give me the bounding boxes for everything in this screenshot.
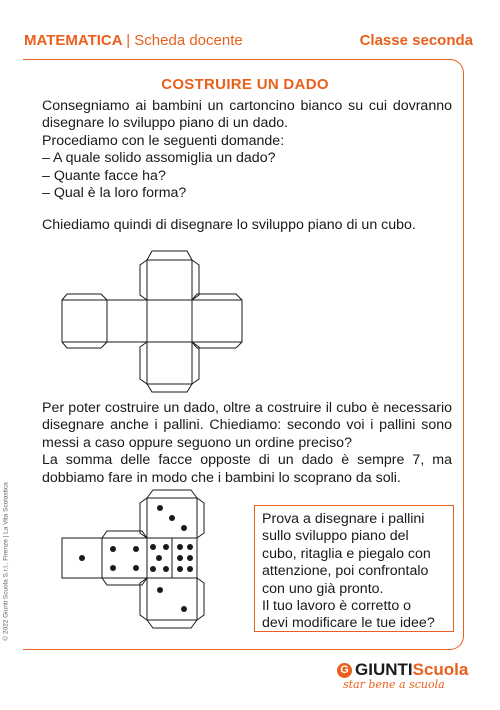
header-separator: |: [126, 32, 131, 49]
box-line: devi modificare le tue idee?: [262, 615, 435, 632]
header-subject-group: [24, 32, 243, 49]
pip: [181, 525, 187, 531]
body-line: La somma delle facce opposte di un dado è sempre 7, ma: [42, 452, 452, 469]
pip: [163, 544, 169, 550]
header-sheet: Scheda docente: [134, 32, 243, 49]
pip: [79, 555, 85, 561]
box-line: Prova a disegnare i pallini: [262, 511, 425, 527]
instruction-line: Chiediamo quindi di disegnare lo sviluppo piano di un cubo.: [42, 217, 416, 233]
pip: [157, 587, 163, 593]
pip: [177, 566, 183, 572]
pip: [177, 544, 183, 550]
pip: [187, 555, 193, 561]
body-line: Per poter costruire un dado, oltre a costruire il cubo è necessario: [42, 400, 452, 416]
intro-question: – Qual è la loro forma?: [42, 185, 187, 202]
copyright-notice: © 2022 Giunti Scuola S.r.l., Firenze | La Vita Scolastica: [2, 482, 10, 641]
instruction-text: [42, 217, 452, 234]
intro-line: Procediamo con le seguenti domande:: [42, 132, 285, 149]
pip: [133, 565, 139, 571]
pip: [163, 566, 169, 572]
pip: [187, 566, 193, 572]
page-title: COSTRUIRE UN DADO: [161, 76, 329, 93]
intro-paragraph: [42, 98, 452, 202]
pip: [110, 565, 116, 571]
pip: [156, 555, 162, 561]
intro-question: – Quante facce ha?: [42, 167, 166, 184]
intro-line: disegnare lo sviluppo piano di un dado.: [42, 115, 289, 132]
cube-net-blank: [0, 240, 500, 400]
body-line: disegnare anche i pallini. Chiediamo: secondo voi i pallini sono: [42, 417, 452, 434]
logo-brand: GIUNTI: [355, 660, 413, 679]
box-line: attenzione, poi confrontalo: [262, 563, 429, 580]
box-line: sullo sviluppo piano del: [262, 528, 409, 545]
pip: [187, 544, 193, 550]
body-line: messi a caso oppure seguono un ordine preciso?: [42, 434, 352, 451]
pip: [177, 555, 183, 561]
activity-box: [254, 505, 454, 632]
header-subject: MATEMATICA: [24, 32, 123, 49]
body-line: dobbiamo fare in modo che i bambini lo scoprano da soli.: [42, 469, 401, 486]
logo-brand-accent: Scuola: [412, 660, 469, 679]
body-paragraph: [42, 400, 452, 487]
pip: [181, 606, 187, 612]
pip: [133, 546, 139, 552]
giunti-logo: [337, 660, 468, 691]
pip: [110, 546, 116, 552]
logo-tagline: star bene a scuola: [343, 678, 445, 691]
box-line: cubo, ritaglia e piegalo con: [262, 545, 431, 562]
pip: [157, 505, 163, 511]
header-class: Classe seconda: [359, 32, 473, 49]
intro-line: Consegniamo ai bambini un cartoncino bianco su cui dovranno: [42, 98, 452, 114]
box-line: con uno già pronto.: [262, 580, 384, 597]
intro-question: – A quale solido assomiglia un dado?: [42, 150, 276, 167]
box-line: Il tuo lavoro è corretto o: [262, 598, 412, 615]
pip: [150, 544, 156, 550]
logo-g-icon: G: [337, 663, 352, 678]
pip: [169, 515, 175, 521]
pip: [150, 566, 156, 572]
